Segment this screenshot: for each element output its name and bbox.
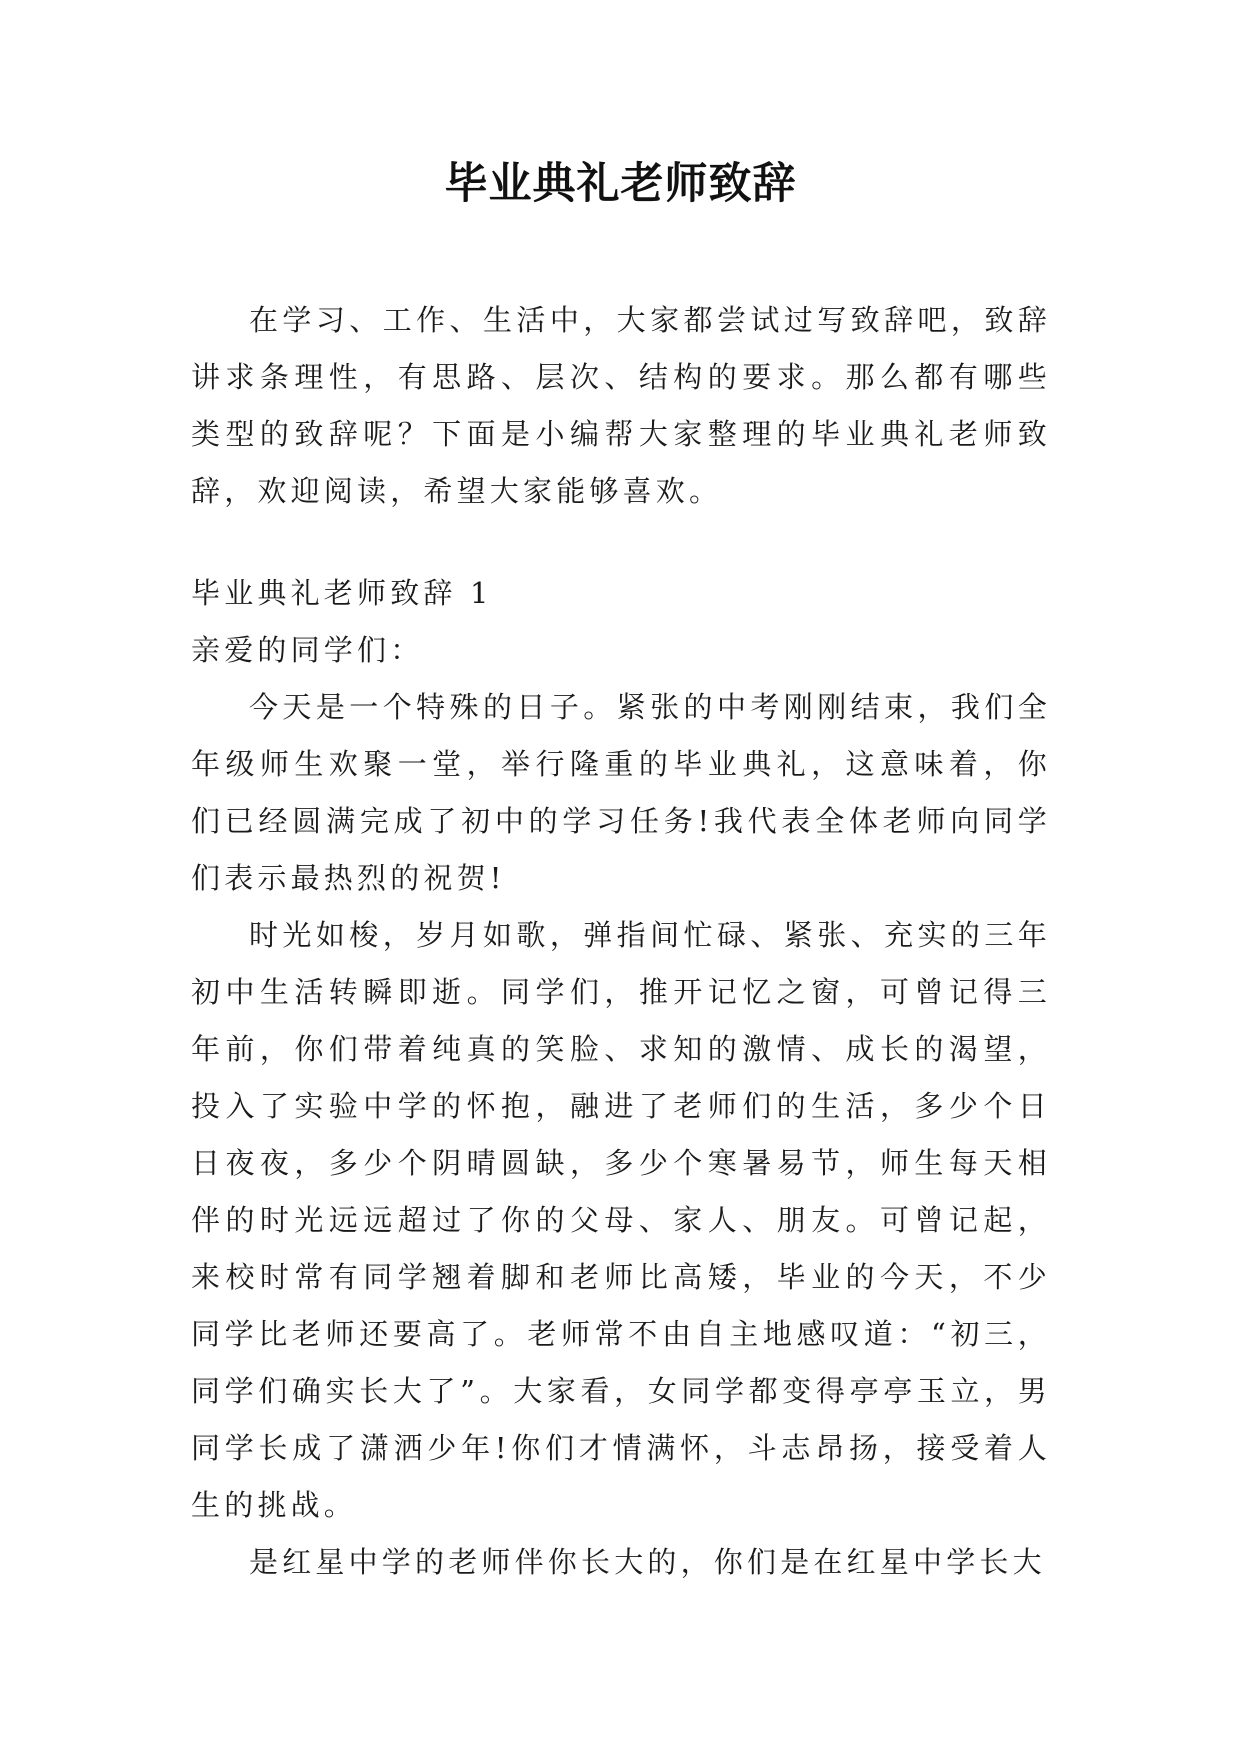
document-title: 毕业典礼老师致辞 <box>444 159 797 209</box>
paragraph-spacer <box>191 520 1051 565</box>
intro-paragraph: 在学习、工作、生活中，大家都尝试过写致辞吧，致辞讲求条理性，有思路、层次、结构的要求。那么都有哪些类型的致辞呢？下面是小编帮大家整理的毕业典礼老师致辞，欢迎阅读，希望大家能够喜欢。 <box>191 303 1051 508</box>
salutation: 亲爱的同学们： <box>191 633 424 667</box>
body-paragraph: 今天是一个特殊的日子。紧张的中考刚刚结束，我们全年级师生欢聚一堂，举行隆重的毕业典礼，这意味着，你们已经圆满完成了初中的学习任务!我代表全体老师向同学们表示最热烈的祝贺! <box>191 690 1051 895</box>
document-body <box>191 292 1051 1591</box>
body-paragraph: 时光如梭，岁月如歌，弹指间忙碌、紧张、充实的三年初中生活转瞬即逝。同学们，推开记忆之窗，可曾记得三年前，你们带着纯真的笑脸、求知的激情、成长的渴望，投入了实验中学的怀抱，融进了老师们的生活，多少个日日夜夜，多少个阴晴圆缺，多少个寒暑易节，师生每天相伴的时光远远超过了你的父母、家人、朋友。可曾记起，来校时常有同学翘着脚和老师比高矮，毕业的今天，不少同学比老师还要高了。老师常不由自主地感叹道：“初三，同学们确实长大了”。大家看，女同学都变得亭亭玉立，男同学长成了潇洒少年!你们才情满怀，斗志昂扬，接受着人生的挑战。 <box>191 918 1051 1522</box>
body-paragraph: 是红星中学的老师伴你长大的，你们是在红星中学长大 <box>249 1545 1046 1579</box>
section-heading: 毕业典礼老师致辞 1 <box>191 576 493 610</box>
